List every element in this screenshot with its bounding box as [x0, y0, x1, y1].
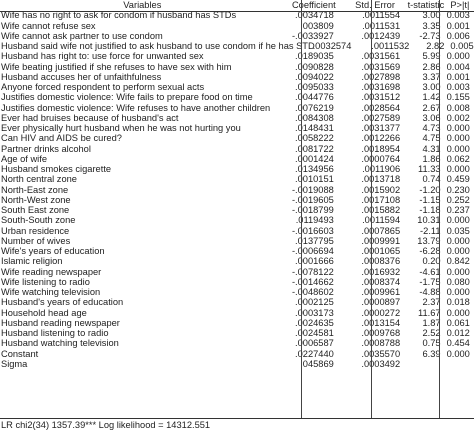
std-error-value: .0008788 — [361, 338, 401, 349]
column-divider — [371, 0, 372, 418]
table-row — [0, 83, 474, 93]
t-statistic-value: 2.52 — [422, 328, 441, 339]
t-statistic-value: 0.20 — [422, 256, 441, 267]
p-value: 0.080 — [446, 276, 470, 287]
table-row — [0, 206, 474, 216]
p-value: 0.018 — [446, 297, 470, 308]
std-error-value: .0000272 — [361, 307, 401, 318]
coefficient-value: -.0019088 — [291, 184, 334, 195]
std-error-value: .0031561 — [361, 51, 401, 62]
variable-name: Sigma — [1, 358, 28, 369]
std-error-value: .0031698 — [361, 82, 401, 93]
t-statistic-value: -2.11 — [420, 225, 441, 236]
t-statistic-value: 2.82 — [426, 41, 445, 52]
p-value: 0.459 — [446, 174, 470, 185]
t-statistic-value: 3.37 — [422, 71, 441, 82]
coefficient-value: .0001424 — [295, 153, 334, 164]
column-divider — [301, 0, 302, 418]
coefficient-value: .0034718 — [295, 10, 334, 21]
p-value: 0.000 — [446, 164, 470, 175]
bottom-rule — [0, 418, 474, 419]
coefficient-value: .045869 — [300, 358, 334, 369]
p-value: 0.000 — [446, 123, 470, 134]
coefficient-value: .0137795 — [295, 235, 334, 246]
t-statistic-value: 2.67 — [422, 102, 441, 113]
p-value: 0.252 — [446, 194, 470, 205]
std-error-value: .0008376 — [361, 256, 401, 267]
variable-name: Anyone forced respondent to perform sexual acts — [1, 82, 205, 93]
table-row — [0, 185, 474, 195]
header-t-statistic: t-statistic — [407, 0, 445, 10]
p-value: 0.000 — [446, 307, 470, 318]
p-value: 0.000 — [446, 266, 470, 277]
coefficient-value: .0006587 — [295, 338, 334, 349]
p-value: 0.003 — [446, 82, 470, 93]
variable-name: Wife cannot ask partner to use condom — [1, 30, 163, 41]
variable-name: Urban residence — [1, 225, 70, 236]
std-error-value: .0011906 — [362, 164, 401, 175]
table-row — [0, 339, 474, 349]
table-row — [0, 308, 474, 318]
coefficient-value: .0189035 — [295, 51, 334, 62]
std-error-value: .0031377 — [361, 123, 401, 134]
std-error-value: .0011531 — [362, 20, 401, 31]
table-row — [0, 196, 474, 206]
table-row — [0, 21, 474, 31]
std-error-value: .0027589 — [361, 112, 401, 123]
t-statistic-value: 4.73 — [422, 123, 441, 134]
t-statistic-value: -1.75 — [419, 276, 441, 287]
std-error-value: .0013154 — [361, 317, 401, 328]
t-statistic-value: -6.28 — [419, 246, 441, 257]
table-row — [0, 144, 474, 154]
p-value: 0.155 — [446, 92, 470, 103]
std-error-value: .0013718 — [361, 174, 401, 185]
variable-name: Islamic religion — [1, 256, 63, 267]
t-statistic-value: -1.18 — [419, 205, 441, 216]
p-value: 0.008 — [446, 102, 470, 113]
std-error-value: .0016932 — [361, 266, 401, 277]
variable-name: Justifies domestic violence: Wife refuses to have another children — [1, 102, 271, 113]
coefficient-value: .0044776 — [295, 92, 334, 103]
table-row — [0, 93, 474, 103]
table-row — [0, 267, 474, 277]
variable-name: Partner drinks alcohol — [1, 143, 91, 154]
variable-name: Husband has right to: use force for unwanted sex — [1, 51, 204, 62]
table-row — [0, 237, 474, 247]
table-row — [0, 155, 474, 165]
table-row — [0, 114, 474, 124]
t-statistic-value: 5.99 — [422, 51, 441, 62]
variable-name: North-East zone — [1, 184, 69, 195]
t-statistic-value: 1.86 — [422, 153, 441, 164]
t-statistic-value: 11.67 — [417, 307, 441, 318]
t-statistic-value: 6.39 — [422, 348, 441, 359]
variable-name: Wife has no right to ask for condom if husband has STDs — [1, 10, 237, 21]
coefficient-value: .0024581 — [295, 328, 334, 339]
header-p-value: P>|t| — [450, 0, 470, 10]
variable-name: Can HIV and AIDS be cured? — [1, 133, 122, 144]
p-value: 0.012 — [446, 328, 470, 339]
std-error-value: .0012439 — [361, 30, 401, 41]
p-value: 0.062 — [446, 153, 470, 164]
coefficient-value: .0084308 — [295, 112, 334, 123]
variable-name: Wife beating justified if she refuses to have sex with him — [1, 61, 232, 72]
p-value: 0.001 — [446, 20, 470, 31]
variable-name: South-South zone — [1, 215, 76, 226]
variable-name: Ever had bruises because of husband's act — [1, 112, 179, 123]
p-value: 0.003 — [446, 10, 470, 21]
p-value: 0.061 — [446, 317, 470, 328]
std-error-value: .0018954 — [361, 143, 401, 154]
variable-name: Justifies domestic violence: Wife fails to prepare food on time — [1, 92, 253, 103]
table-row — [0, 360, 474, 370]
p-value: 0.237 — [446, 205, 470, 216]
std-error-value: .0012266 — [361, 133, 401, 144]
t-statistic-value: -4.88 — [419, 287, 441, 298]
header-variables: Variables — [123, 0, 162, 10]
variable-name: North-West zone — [1, 194, 71, 205]
t-statistic-value: -4.61 — [419, 266, 441, 277]
p-value: 0.000 — [446, 235, 470, 246]
coefficient-value: .0002125 — [295, 297, 334, 308]
variable-name: South East zone — [1, 205, 70, 216]
p-value: 0.000 — [446, 215, 470, 226]
coefficient-value: .0119493 — [295, 215, 334, 226]
t-statistic-value: 3.35 — [422, 20, 441, 31]
variable-name: Husband listening to radio — [1, 328, 109, 339]
coefficient-value: .0148431 — [295, 123, 334, 134]
p-value: 0.230 — [446, 184, 470, 195]
variable-name: Household head age — [1, 307, 87, 318]
table-row — [0, 175, 474, 185]
column-divider — [439, 0, 440, 418]
t-statistic-value: -1.20 — [419, 184, 441, 195]
p-value: 0.454 — [446, 338, 470, 349]
t-statistic-value: 2.86 — [422, 61, 441, 72]
coefficient-value: -.0033927 — [291, 30, 334, 41]
table-header — [0, 0, 474, 11]
table-row — [0, 319, 474, 329]
p-value: 0.004 — [446, 61, 470, 72]
std-error-value: .0011532 — [371, 41, 410, 52]
std-error-value: .0035570 — [361, 348, 401, 359]
coefficient-value: .0058222 — [295, 133, 334, 144]
coefficient-value: .0227440 — [295, 348, 334, 359]
coefficient-value: .0010151 — [295, 174, 334, 185]
std-error-value: .0009991 — [361, 235, 401, 246]
variable-name: Wife reading newspaper — [1, 266, 102, 277]
p-value: 0.001 — [446, 71, 470, 82]
coefficient-value: .0001666 — [295, 256, 334, 267]
table-row — [0, 11, 474, 21]
std-error-value: .0009961 — [361, 287, 401, 298]
std-error-value: .0011594 — [362, 215, 401, 226]
std-error-value: .0015882 — [361, 205, 401, 216]
table-row — [0, 226, 474, 236]
t-statistic-value: 11.33 — [417, 164, 441, 175]
table-row — [0, 32, 474, 42]
t-statistic-value: 13.79 — [417, 235, 441, 246]
variable-name: Husband said wife not justified to ask husband to use condom if he has STD — [1, 41, 315, 52]
table-row — [0, 124, 474, 134]
table-row — [0, 278, 474, 288]
table-row — [0, 216, 474, 226]
variable-name: Wife listening to radio — [1, 276, 90, 287]
table-row — [0, 257, 474, 267]
t-statistic-value: -1.15 — [419, 194, 441, 205]
table-row — [0, 247, 474, 257]
t-statistic-value: 3.00 — [422, 10, 441, 21]
std-error-value: .0000764 — [361, 153, 401, 164]
variable-name: Husband reading newspaper — [1, 317, 120, 328]
coefficient-value: -.0019605 — [291, 194, 334, 205]
t-statistic-value: 3.06 — [422, 112, 441, 123]
coefficient-value: -.0048602 — [291, 287, 334, 298]
variable-name: Husband watching television — [1, 338, 119, 349]
p-value: 0.000 — [446, 133, 470, 144]
std-error-value: .0015902 — [361, 184, 401, 195]
coefficient-value: .0024635 — [295, 317, 334, 328]
coefficient-value: -.0016603 — [291, 225, 334, 236]
coefficient-value: .0081722 — [295, 143, 334, 154]
coefficient-value: -.0078122 — [291, 266, 334, 277]
coefficient-value: .0003173 — [295, 307, 334, 318]
coefficient-value: .0090828 — [295, 61, 334, 72]
coefficient-value: .0134956 — [295, 164, 334, 175]
coefficient-value: .0095033 — [295, 82, 334, 93]
coefficient-value: .0032574 — [312, 41, 352, 52]
p-value: 0.035 — [446, 225, 470, 236]
p-value: 0.000 — [446, 51, 470, 62]
table-row — [0, 52, 474, 62]
model-fit-note: LR chi2(34) 1357.39*** Log likelihood = 14312.551 — [1, 419, 211, 430]
std-error-value: .0017108 — [361, 194, 401, 205]
coefficient-value: -.0006694 — [291, 246, 334, 257]
table-row — [0, 42, 474, 52]
variable-name: Husband's years of education — [1, 297, 124, 308]
coefficient-value: .0076219 — [295, 102, 334, 113]
std-error-value: .0027898 — [361, 71, 401, 82]
coefficient-value: .003809 — [300, 20, 334, 31]
p-value: 0.000 — [446, 348, 470, 359]
std-error-value: .0028564 — [361, 102, 401, 113]
std-error-value: .0031569 — [361, 61, 401, 72]
t-statistic-value: -2.73 — [419, 30, 441, 41]
t-statistic-value: 0.75 — [422, 338, 441, 349]
std-error-value: .0008374 — [361, 276, 401, 287]
header-rule — [0, 11, 474, 12]
std-error-value: .0031512 — [361, 92, 401, 103]
table-row — [0, 288, 474, 298]
p-value: 0.006 — [446, 30, 470, 41]
t-statistic-value: 4.75 — [422, 133, 441, 144]
t-statistic-value: 1.42 — [422, 92, 441, 103]
table-row — [0, 349, 474, 359]
variable-name: Wife watching television — [1, 287, 101, 298]
p-value: 0.000 — [446, 287, 470, 298]
table-row — [0, 134, 474, 144]
t-statistic-value: 1.87 — [422, 317, 441, 328]
table-row — [0, 165, 474, 175]
variable-name: Husband smokes cigarette — [1, 164, 112, 175]
t-statistic-value: 3.00 — [422, 82, 441, 93]
p-value: 0.000 — [446, 143, 470, 154]
std-error-value: .0000897 — [361, 297, 401, 308]
p-value: 0.005 — [450, 41, 474, 52]
table-row — [0, 73, 474, 83]
table-row — [0, 298, 474, 308]
coefficient-value: -.0018799 — [291, 205, 334, 216]
p-value: 0.002 — [446, 112, 470, 123]
coefficient-value: -.0014662 — [291, 276, 334, 287]
variable-name: Constant — [1, 348, 39, 359]
variable-name: Ever physically hurt husband when he was not hurting you — [1, 123, 241, 134]
p-value: 0.842 — [446, 256, 470, 267]
coefficient-value: .0094022 — [295, 71, 334, 82]
t-statistic-value: 4.31 — [422, 143, 441, 154]
table-row — [0, 62, 474, 72]
variable-name: Age of wife — [1, 153, 47, 164]
std-error-value: .0001065 — [361, 246, 401, 257]
variable-name: North central zone — [1, 174, 77, 185]
t-statistic-value: 2.37 — [422, 297, 441, 308]
table-row — [0, 329, 474, 339]
std-error-value: .0003492 — [361, 358, 401, 369]
table-body — [0, 11, 474, 370]
std-error-value: .0011554 — [362, 10, 401, 21]
header-coefficient: Coefficient — [291, 0, 336, 10]
std-error-value: .0009768 — [361, 328, 401, 339]
variable-name: Husband accuses her of unfaithfulness — [1, 71, 162, 82]
t-statistic-value: 10.31 — [417, 215, 441, 226]
table-row — [0, 103, 474, 113]
variable-name: Number of wives — [1, 235, 71, 246]
header-std-error: Std. Error — [355, 0, 395, 10]
variable-name: Wife's years of education — [1, 246, 105, 257]
variable-name: Wife cannot refuse sex — [1, 20, 96, 31]
std-error-value: .0007865 — [361, 225, 401, 236]
p-value: 0.000 — [446, 246, 470, 257]
t-statistic-value: 0.74 — [422, 174, 441, 185]
